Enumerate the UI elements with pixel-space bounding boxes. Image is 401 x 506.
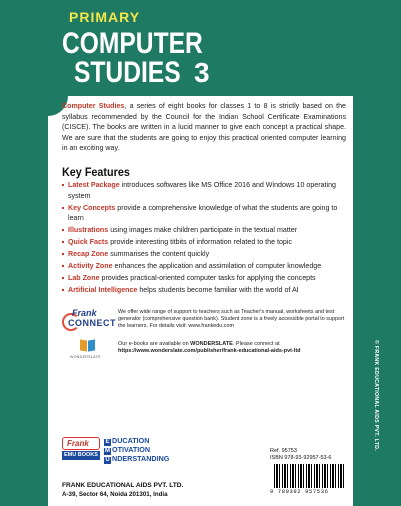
series-label: PRIMARY [69, 9, 141, 25]
feature-item [62, 180, 346, 201]
emu-line [104, 455, 188, 464]
publisher-name: FRANK EDUCATIONAL AIDS PVT. LTD. [62, 482, 184, 489]
emu-cap: M [105, 448, 110, 454]
feature-item [62, 273, 346, 284]
intro-paragraph [62, 101, 346, 154]
emu-tagline [104, 437, 188, 464]
feature-text: summarises the content quickly [108, 250, 210, 258]
title-line-1: COMPUTER [62, 27, 203, 60]
feature-item [62, 203, 346, 224]
key-features-list [62, 180, 346, 297]
feature-term: Activity Zone [68, 262, 113, 270]
key-features-title: Key Features [62, 165, 130, 179]
intro-highlight: Computer Studies [62, 102, 125, 110]
feature-item [62, 285, 346, 296]
feature-term: Lab Zone [68, 274, 100, 282]
reference-number: Ref. 95753 [270, 448, 297, 454]
feature-item [62, 225, 346, 236]
barcode-bars [274, 464, 344, 488]
ws-lead: Our e-books are available on [118, 341, 191, 347]
ws-tail: . Please connect at [232, 341, 280, 347]
emu-rest: NDERSTANDING [112, 454, 170, 463]
feature-term: Recap Zone [68, 250, 109, 258]
wonderslate-description [118, 341, 346, 355]
frank-logo-text: Frank [67, 439, 89, 448]
barcode [270, 464, 346, 494]
emu-rest: DUCATION [112, 436, 150, 445]
barcode-digits: 9 789392 957536 [270, 488, 329, 495]
connect-description: We offer wide range of support to teachers such as Teacher's manual, worksheets and test generator (comprehensive question bank). Student zone is a freely accessible portal to support the learners. For details visit: www.frankedu.com [118, 309, 345, 329]
wonderslate-url[interactable]: https://www.wonderslate.com/publisher/frank-educational-aids-pvt-ltd [118, 348, 301, 354]
feature-term: Quick Facts [68, 238, 109, 246]
emu-books-logo [62, 451, 100, 460]
frank-connect-logo-line2: CONNECT [68, 318, 116, 328]
feature-text: provide a comprehensive knowledge of what the students are going to learn [68, 203, 338, 222]
emu-rest: OTIVATION [112, 445, 151, 454]
support-section [62, 308, 346, 364]
feature-item [62, 237, 346, 248]
feature-term: Latest Package [68, 181, 120, 189]
title-line-2: STUDIES [74, 56, 181, 89]
feature-term: Key Concepts [68, 203, 116, 212]
feature-text: helps students become familiar with the world of AI [137, 286, 299, 294]
open-book-icon [80, 340, 96, 352]
feature-text: provides practical-oriented computer tasks for applying the concepts [99, 274, 316, 282]
ws-brand: WONDERSLATE [190, 341, 233, 347]
publisher-address: A-39, Sector 64, Noida 201301, India [62, 491, 168, 498]
feature-item [62, 261, 346, 272]
emu-books-text: EMU BOOKS [64, 452, 98, 458]
feature-text: using images make children participate in the textual matter [108, 226, 298, 234]
emu-cap: U [105, 457, 110, 463]
side-copyright [371, 340, 381, 480]
frank-logo [62, 437, 100, 450]
emu-cap: E [105, 439, 110, 445]
feature-term: Artificial Intelligence [68, 286, 138, 294]
intro-text: , a series of eight books for classes 1 to 8 is strictly based on the syllabus recommended by the Council for the Indian School Certificate Examinations (CISCE). The books are written in a lucid manner to give each concept a practical shape. We are sure that the students are going to enjoy this practical oriented computer learning in an exciting way. [62, 102, 346, 153]
cover-header [0, 0, 401, 96]
publisher-brand [62, 437, 187, 477]
frank-connect-logo [62, 308, 116, 336]
isbn-number: ISBN 978-93-92957-53-6 [270, 455, 332, 461]
feature-item [62, 249, 346, 260]
wonderslate-logo [70, 340, 106, 364]
feature-text: introduces softwares like MS Office 2016 and Windows 10 operating system [68, 181, 336, 200]
feature-text: enhances the application and assimilation of computer knowledge [112, 262, 322, 270]
feature-term: Illustrations [68, 226, 109, 234]
wonderslate-logo-text: WONDERSLATE [70, 355, 101, 359]
frank-connect-logo-line1: Frank [72, 308, 97, 318]
class-number: 3 [194, 57, 210, 88]
side-copyright-text: © FRANK EDUCATIONAL AIDS PVT. LTD. [373, 340, 379, 451]
isbn-block [270, 447, 350, 494]
feature-text: provide interesting titbits of information related to the topic [108, 238, 292, 246]
